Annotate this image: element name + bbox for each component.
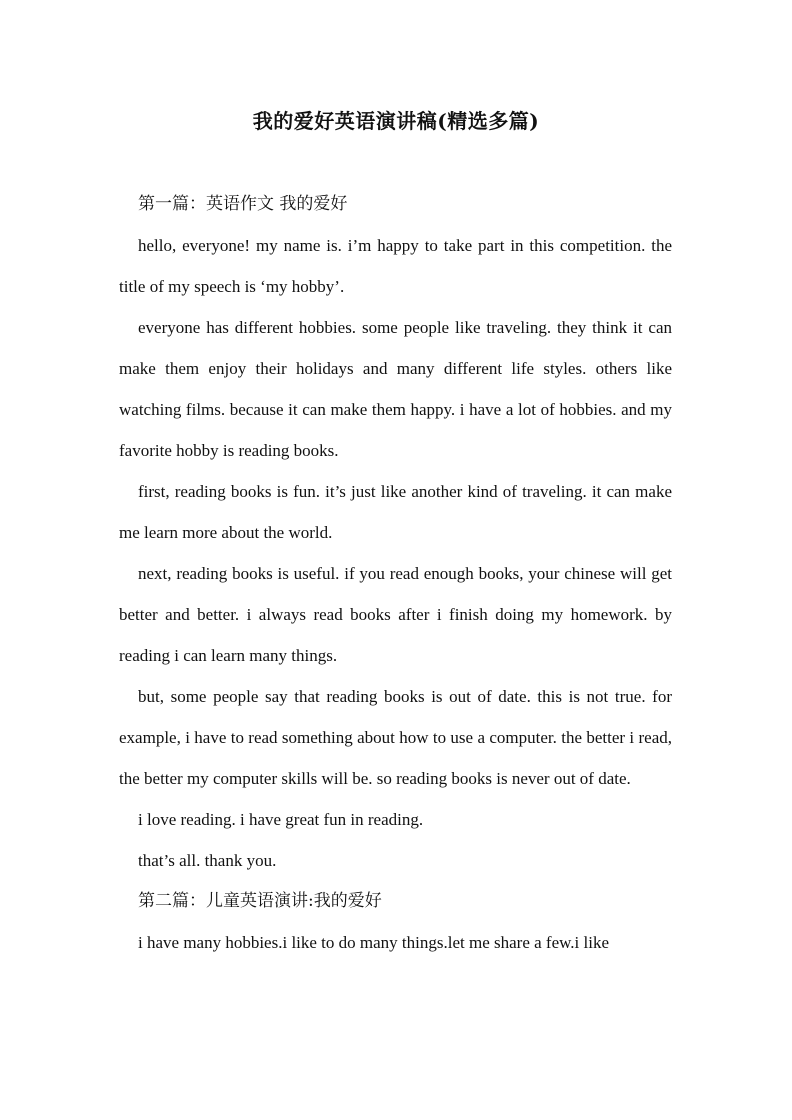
document-title: 我的爱好英语演讲稿(精选多篇): [252, 109, 540, 133]
paragraph: i have many hobbies.i like to do many things.let me share a few.i like: [138, 933, 610, 952]
paragraph: but, some people say that reading books is out of date. this is not true. for example, i have to read something about how to use a computer. the better i read, the better my computer skills will be. so reading books is never out of date.: [119, 687, 672, 788]
paragraph: i love reading. i have great fun in reading.: [138, 810, 424, 829]
document-body: [119, 184, 672, 963]
paragraph: first, reading books is fun. it’s just like another kind of traveling. it can make me learn more about the world.: [119, 482, 672, 542]
paragraph: everyone has different hobbies. some people like traveling. they think it can make them enjoy their holidays and many different life styles. others like watching films. because it can make them happy. i have a lot of hobbies. and my favorite hobby is reading books.: [119, 318, 672, 460]
paragraph: hello, everyone! my name is. i’m happy to take part in this competition. the title of my speech is ‘my hobby’.: [119, 236, 672, 296]
paragraph: next, reading books is useful. if you read enough books, your chinese will get better and better. i always read books after i finish doing my homework. by reading i can learn many things.: [119, 564, 672, 665]
paragraph: that’s all. thank you.: [138, 851, 277, 870]
section-heading: 第一篇：英语作文 我的爱好: [138, 194, 348, 214]
section-heading: 第二篇：儿童英语演讲:我的爱好: [138, 891, 382, 911]
